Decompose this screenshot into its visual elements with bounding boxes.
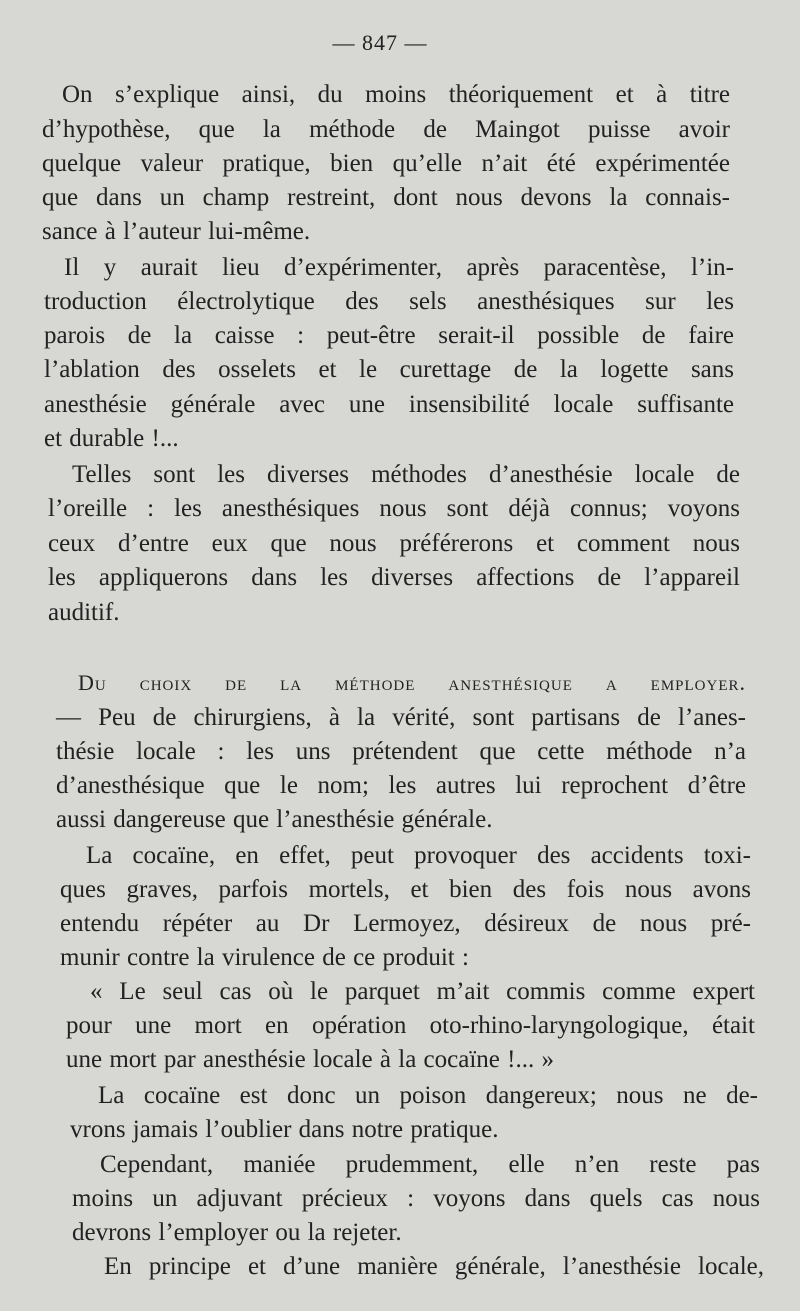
quote-line: « Le seul cas où le parquet m’ait commis comme expert bbox=[90, 978, 755, 1005]
paragraph-line: troduction électrolytique des sels anesthésiques sur les bbox=[44, 288, 734, 315]
page-number: — 847 — bbox=[332, 30, 428, 55]
paragraph-line: que dans un champ restreint, dont nous devons la connais- bbox=[42, 184, 730, 211]
paragraph-line: l’oreille : les anesthésiques nous sont déjà connus; voyons bbox=[48, 495, 740, 522]
paragraph-line: sance à l’auteur lui-même. bbox=[42, 218, 311, 245]
paragraph-line: entendu répéter au Dr Lermoyez, désireux de nous pré- bbox=[60, 910, 751, 937]
quote-line: une mort par anesthésie locale à la cocaïne !... » bbox=[66, 1046, 554, 1073]
paragraph-line: munir contre la virulence de ce produit : bbox=[60, 944, 469, 971]
paragraph-line: Telles sont les diverses méthodes d’anesthésie locale de bbox=[72, 461, 740, 488]
paragraph-line: La cocaïne est donc un poison dangereux; nous ne de- bbox=[98, 1082, 758, 1109]
quote-line: pour une mort en opération oto-rhino-laryngologique, était bbox=[66, 1012, 755, 1039]
paragraph-line: et durable !... bbox=[44, 425, 179, 452]
paragraph-line: quelque valeur pratique, bien qu’elle n’ait été expérimentée bbox=[42, 150, 730, 177]
paragraph-line: On s’explique ainsi, du moins théoriquement et à titre bbox=[62, 81, 730, 108]
paragraph-line: anesthésie générale avec une insensibilité locale suffisante bbox=[44, 391, 734, 418]
paragraph-line: vrons jamais l’oublier dans notre pratique. bbox=[70, 1116, 499, 1143]
paragraph-line: En principe et d’une manière générale, l’anesthésie locale, bbox=[104, 1253, 764, 1280]
paragraph-line: ceux d’entre eux que nous préférerons et comment nous bbox=[48, 530, 740, 557]
paragraph-line: les appliquerons dans les diverses affections de l’appareil bbox=[48, 564, 740, 591]
paragraph-line: d’hypothèse, que la méthode de Maingot puisse avoir bbox=[42, 116, 730, 143]
paragraph-line: auditif. bbox=[48, 599, 120, 626]
section-heading: Du choix de la méthode anesthésique a employer. bbox=[78, 670, 746, 695]
paragraph-line: aussi dangereuse que l’anesthésie générale. bbox=[56, 806, 493, 833]
paragraph-line: parois de la caisse : peut-être serait-il possible de faire bbox=[44, 322, 734, 349]
paragraph-line: devrons l’employer ou la rejeter. bbox=[72, 1219, 402, 1246]
paragraph-line: — Peu de chirurgiens, à la vérité, sont partisans de l’anes- bbox=[56, 704, 746, 731]
paragraph-line: thésie locale : les uns prétendent que cette méthode n’a bbox=[56, 738, 746, 765]
paragraph-line: La cocaïne, en effet, peut provoquer des accidents toxi- bbox=[86, 842, 751, 869]
paragraph-line: Il y aurait lieu d’expérimenter, après paracentèse, l’in- bbox=[64, 254, 734, 281]
paragraph-line: d’anesthésique que le nom; les autres lui reprochent d’être bbox=[56, 772, 746, 799]
paragraph-line: ques graves, parfois mortels, et bien des fois nous avons bbox=[60, 876, 751, 903]
paragraph-line: moins un adjuvant précieux : voyons dans quels cas nous bbox=[72, 1185, 760, 1212]
paragraph-line: l’ablation des osselets et le curettage de la logette sans bbox=[44, 356, 734, 383]
paragraph-line: Cependant, maniée prudemment, elle n’en reste pas bbox=[100, 1151, 760, 1178]
